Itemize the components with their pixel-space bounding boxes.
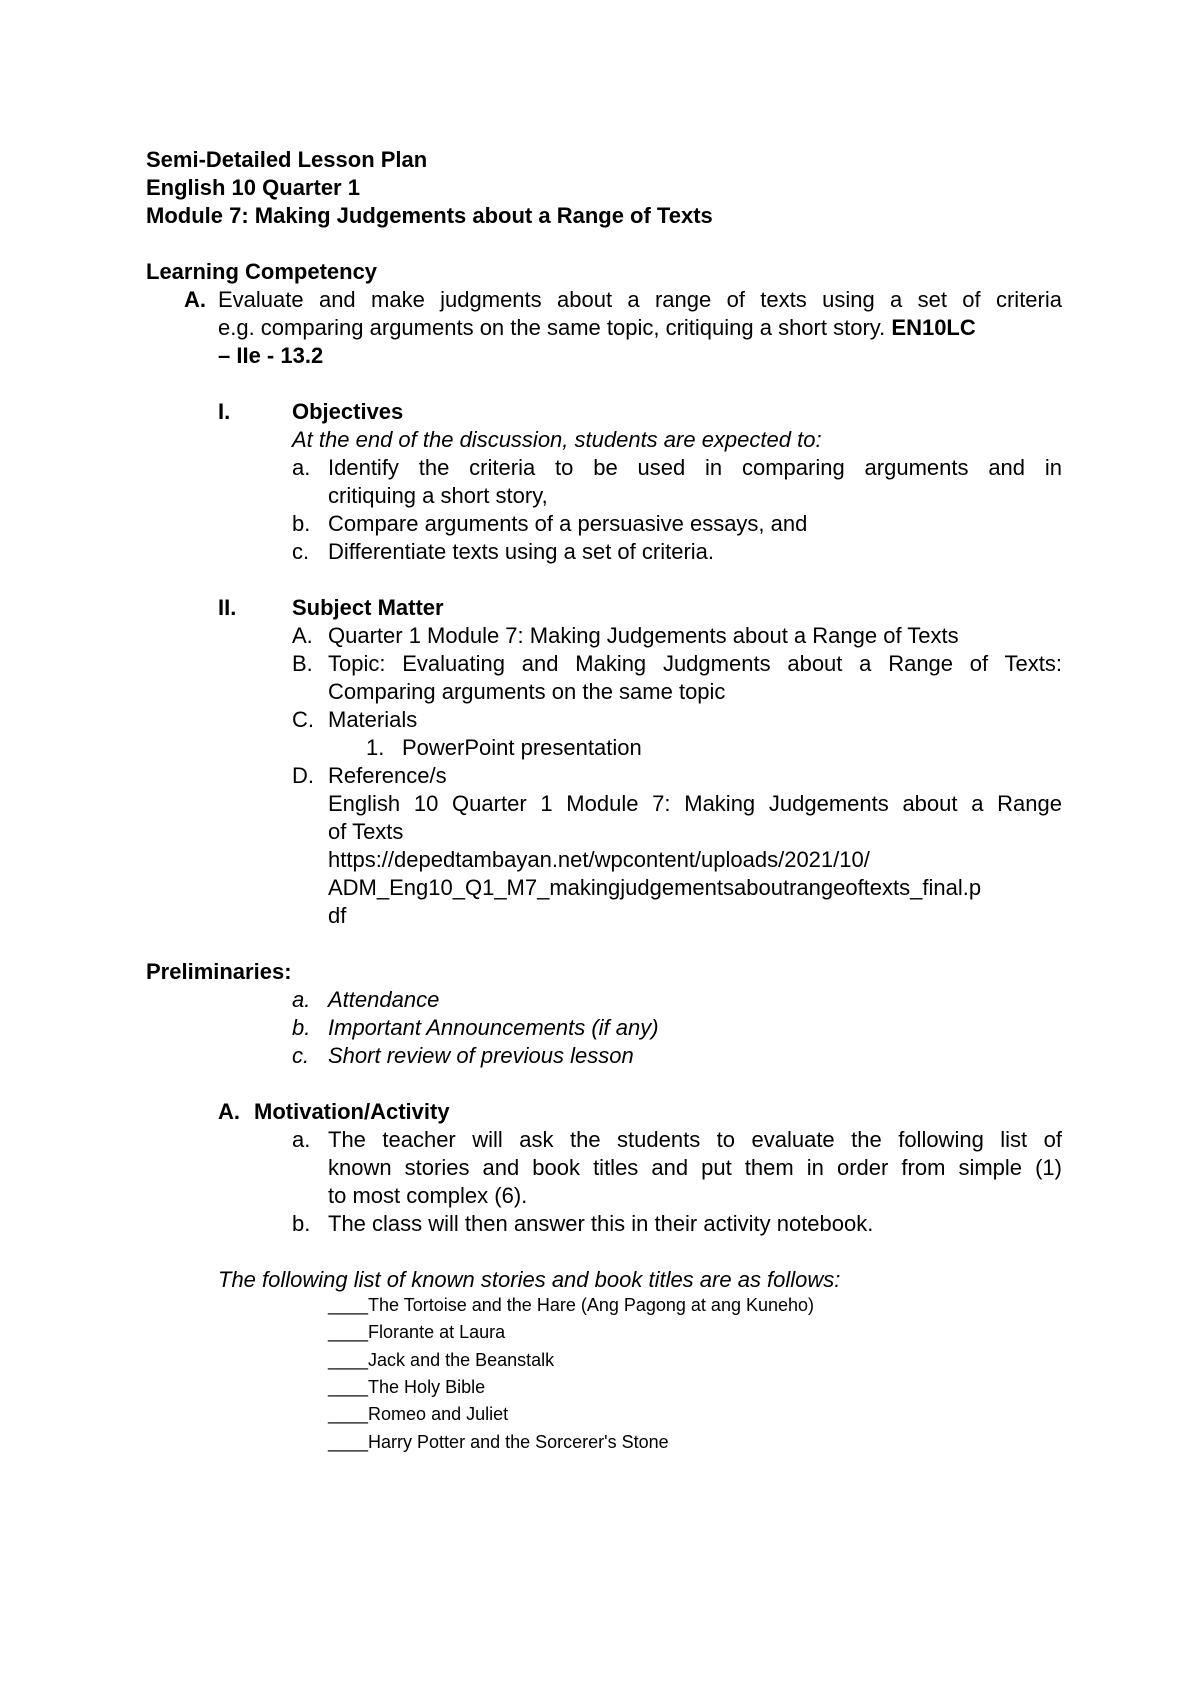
reference-line-1: English 10 Quarter 1 Module 7: Making Judgements about a Range xyxy=(328,791,1062,816)
competency-heading: Learning Competency xyxy=(146,259,378,284)
subject-matter-b-line-2: Comparing arguments on the same topic xyxy=(328,679,726,704)
subject-matter-d-marker: D. xyxy=(292,763,314,788)
objective-c-marker: c. xyxy=(292,539,310,564)
objectives-numeral: I. xyxy=(218,399,231,424)
objectives-heading: Objectives xyxy=(292,399,404,424)
competency-code-part-2: – IIe - 13.2 xyxy=(218,343,324,368)
motivation-a-line-1: The teacher will ask the students to evaluate the following list of xyxy=(328,1127,1062,1152)
story-item-4: ____The Holy Bible xyxy=(328,1377,486,1397)
subject-matter-numeral: II. xyxy=(218,595,237,620)
motivation-a-line-2: known stories and book titles and put them in order from simple (1) xyxy=(328,1155,1062,1180)
materials-item-1-text: PowerPoint presentation xyxy=(402,735,642,760)
motivation-marker: A. xyxy=(218,1099,240,1124)
objective-a-marker: a. xyxy=(292,455,311,480)
story-item-5: ____Romeo and Juliet xyxy=(328,1404,509,1424)
competency-line-1: Evaluate and make judgments about a range of texts using a set of criteria xyxy=(218,287,1062,312)
preliminaries-a-text: Attendance xyxy=(328,987,440,1012)
story-item-1: ____The Tortoise and the Hare (Ang Pagong at ang Kuneho) xyxy=(328,1295,815,1315)
document-module: Module 7: Making Judgements about a Range of Texts xyxy=(146,203,713,228)
reference-url-line-3: df xyxy=(328,903,347,928)
subject-matter-heading: Subject Matter xyxy=(292,595,444,620)
story-item-3: ____Jack and the Beanstalk xyxy=(328,1350,555,1370)
preliminaries-a-marker: a. xyxy=(292,987,311,1012)
motivation-heading: Motivation/Activity xyxy=(254,1099,450,1124)
objective-b-marker: b. xyxy=(292,511,311,536)
materials-item-1-marker: 1. xyxy=(366,735,385,760)
competency-marker: A. xyxy=(184,287,206,312)
objective-a-line-1: Identify the criteria to be used in comparing arguments and in xyxy=(328,455,1062,480)
objectives-intro: At the end of the discussion, students are expected to: xyxy=(292,427,822,452)
preliminaries-c-marker: c. xyxy=(292,1043,310,1068)
motivation-a-marker: a. xyxy=(292,1127,311,1152)
reference-url-line-1: https://depedtambayan.net/wpcontent/uploads/2021/10/ xyxy=(328,847,870,872)
preliminaries-c-text: Short review of previous lesson xyxy=(328,1043,634,1068)
subject-matter-c-text: Materials xyxy=(328,707,418,732)
subject-matter-a-text: Quarter 1 Module 7: Making Judgements about a Range of Texts xyxy=(328,623,959,648)
stories-intro: The following list of known stories and book titles are as follows: xyxy=(218,1267,841,1292)
reference-line-2: of Texts xyxy=(328,819,404,844)
reference-url-line-2: ADM_Eng10_Q1_M7_makingjudgementsaboutrangeoftexts_final.p xyxy=(328,875,982,900)
preliminaries-heading: Preliminaries: xyxy=(146,959,292,984)
objective-a-line-2: critiquing a short story, xyxy=(328,483,548,508)
objective-b-text: Compare arguments of a persuasive essays, and xyxy=(328,511,808,536)
subject-matter-b-line-1: Topic: Evaluating and Making Judgments about a Range of Texts: xyxy=(328,651,1062,676)
subject-matter-c-marker: C. xyxy=(292,707,314,732)
story-item-2: ____Florante at Laura xyxy=(328,1322,506,1342)
objective-c-text: Differentiate texts using a set of criteria. xyxy=(328,539,714,564)
subject-matter-a-marker: A. xyxy=(292,623,313,648)
subject-matter-d-text: Reference/s xyxy=(328,763,447,788)
story-item-6: ____Harry Potter and the Sorcerer's Stone xyxy=(328,1432,669,1452)
document-title: Semi-Detailed Lesson Plan xyxy=(146,147,428,172)
preliminaries-b-marker: b. xyxy=(292,1015,311,1040)
motivation-b-text: The class will then answer this in their activity notebook. xyxy=(328,1211,874,1236)
competency-code-part-1: EN10LC xyxy=(891,315,976,340)
subject-matter-b-marker: B. xyxy=(292,651,313,676)
preliminaries-b-text: Important Announcements (if any) xyxy=(328,1015,659,1040)
motivation-a-line-3: to most complex (6). xyxy=(328,1183,528,1208)
competency-line-2-text: e.g. comparing arguments on the same topic, critiquing a short story. xyxy=(218,315,886,340)
motivation-b-marker: b. xyxy=(292,1211,311,1236)
document-subject: English 10 Quarter 1 xyxy=(146,175,360,200)
competency-line-2 xyxy=(218,314,976,342)
